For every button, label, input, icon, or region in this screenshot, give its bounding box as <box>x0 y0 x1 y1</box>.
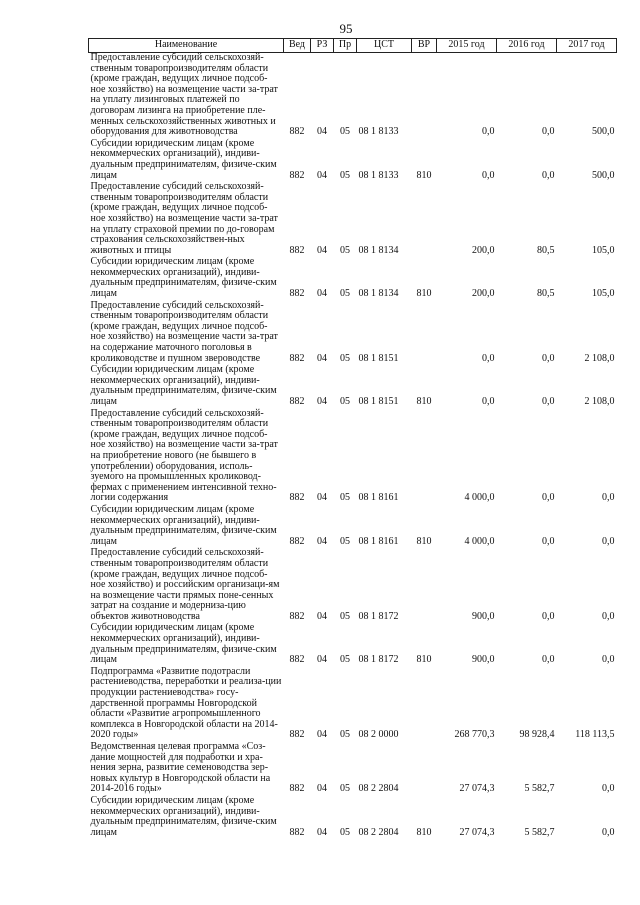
row-ved: 882 <box>289 169 305 181</box>
row-cst: 08 2 2804 <box>358 826 399 838</box>
row-2015: 0,0 <box>482 169 495 181</box>
row-name: Субсидии юридическим лицам (кроме некоммерческих организаций), индиви-дуальным предпринимателям, физиче-ским лицам <box>90 794 277 838</box>
row-ved: 882 <box>289 783 305 795</box>
row-2017: 2 108,0 <box>584 352 615 364</box>
row-pr: 05 <box>340 126 350 138</box>
row-ved: 882 <box>289 729 305 741</box>
row-name: Предоставление субсидий сельскохозяй-ственным товаропроизводителям области (кроме граждан, ведущих личное подсоб-ное хозяйство) на возмещение части за-трат на уплату лизинговых платежей по договорам лизинга на приобретение пле-менных сельскохозяйственных животных и оборудования для животноводства <box>90 52 278 138</box>
table-header <box>89 39 617 53</box>
row-pr: 05 <box>340 610 350 622</box>
row-rz: 04 <box>317 535 327 547</box>
row-name: Предоставление субсидий сельскохозяй-ственным товаропроизводителям области (кроме граждан, ведущих личное подсоб-ное хозяйство) на возмещение части за-трат на уплату страховой премии по до-говорам страхования сельскохозяйствен-ных животных и птицы <box>90 181 278 256</box>
row-2016: 5 582,7 <box>524 826 555 838</box>
row-ved: 882 <box>289 610 305 622</box>
row-2017: 500,0 <box>592 169 615 181</box>
row-name: Субсидии юридическим лицам (кроме некоммерческих организаций), индиви-дуальным предпринимателям, физиче-ским лицам <box>90 622 277 666</box>
row-2015: 268 770,3 <box>454 729 495 741</box>
row-2017: 0,0 <box>602 610 615 622</box>
row-cst: 08 1 8161 <box>358 535 399 547</box>
row-pr: 05 <box>340 826 350 838</box>
row-rz: 04 <box>317 826 327 838</box>
row-2015: 27 074,3 <box>459 826 495 838</box>
row-2016: 0,0 <box>542 654 555 666</box>
header-2016: 2016 год <box>497 39 557 53</box>
row-2015: 0,0 <box>482 352 495 364</box>
row-vr <box>412 742 437 796</box>
budget-table <box>88 38 617 839</box>
row-vr <box>412 53 437 139</box>
row-cst: 08 1 8133 <box>358 126 399 138</box>
row-2017: 105,0 <box>592 244 615 256</box>
row-vr: 810 <box>416 396 432 407</box>
row-vr: 810 <box>416 288 432 300</box>
row-pr: 05 <box>340 654 350 666</box>
header-ved: Вед <box>284 39 311 53</box>
header-pr: Пр <box>334 39 357 53</box>
row-vr: 810 <box>416 169 432 181</box>
row-pr: 05 <box>340 783 350 795</box>
row-cst: 08 1 8151 <box>358 396 399 407</box>
row-pr: 05 <box>340 535 350 547</box>
table-row <box>89 53 617 139</box>
row-cst: 08 2 2804 <box>358 783 399 795</box>
row-2017: 0,0 <box>602 535 615 547</box>
row-cst: 08 1 8172 <box>358 610 399 622</box>
header-2015: 2015 год <box>437 39 497 53</box>
row-2015: 4 000,0 <box>464 535 495 547</box>
row-2017: 2 108,0 <box>584 396 615 407</box>
row-pr: 05 <box>340 244 350 256</box>
row-cst: 08 1 8161 <box>358 492 399 504</box>
row-rz: 04 <box>317 396 327 407</box>
table-row <box>89 505 617 548</box>
row-pr: 05 <box>340 492 350 504</box>
row-rz: 04 <box>317 244 327 256</box>
row-2016: 0,0 <box>542 169 555 181</box>
row-vr <box>412 548 437 623</box>
row-ved: 882 <box>289 535 305 547</box>
row-rz: 04 <box>317 654 327 666</box>
row-2016: 5 582,7 <box>524 783 555 795</box>
row-ved: 882 <box>289 244 305 256</box>
row-2017: 500,0 <box>592 126 615 138</box>
row-name: Субсидии юридическим лицам (кроме некоммерческих организаций), индиви-дуальным предпринимателям, физиче-ским лицам <box>90 364 277 407</box>
row-2017: 0,0 <box>602 783 615 795</box>
row-cst: 08 1 8133 <box>358 169 399 181</box>
row-2015: 200,0 <box>472 244 495 256</box>
table-row <box>89 365 617 408</box>
row-name: Ведомственная целевая программа «Соз-дание мощностей для подработки и хра-нения зерна, развитие семеноводства зер-новых культур в Новгородской области на 2014-2016 годы» <box>90 741 271 795</box>
row-ved: 882 <box>289 654 305 666</box>
row-2015: 0,0 <box>482 396 495 407</box>
header-name: Наименование <box>89 39 284 53</box>
table-row <box>89 409 617 505</box>
row-2015: 27 074,3 <box>459 783 495 795</box>
header-vr: ВР <box>412 39 437 53</box>
row-vr: 810 <box>416 535 432 547</box>
row-2015: 200,0 <box>472 288 495 300</box>
row-cst: 08 1 8172 <box>358 654 399 666</box>
row-rz: 04 <box>317 729 327 741</box>
table-row <box>89 623 617 666</box>
row-2016: 0,0 <box>542 535 555 547</box>
header-2017: 2017 год <box>557 39 617 53</box>
row-pr: 05 <box>340 169 350 181</box>
row-2017: 0,0 <box>602 492 615 504</box>
table-body <box>89 53 617 840</box>
row-name: Подпрограмма «Развитие подотрасли растениеводства, переработки и реализа-ции продукции растениеводства» госу-дарственной программы Новгородской области «Развитие агропромышленного комплекса в Новгородской области на 2014-2020 годы» <box>90 665 282 741</box>
row-pr: 05 <box>340 396 350 407</box>
row-2015: 900,0 <box>472 610 495 622</box>
row-rz: 04 <box>317 288 327 300</box>
row-ved: 882 <box>289 492 305 504</box>
row-name: Предоставление субсидий сельскохозяй-ственным товаропроизводителям области (кроме граждан, ведущих личное подсоб-ное хозяйство) и российским организаци-ям на возмещение части прямых поне-сенных затрат на создание и модерниза-цию объектов животноводства <box>90 547 280 622</box>
row-name: Субсидии юридическим лицам (кроме некоммерческих организаций), индиви-дуальным предпринимателям, физиче-ским лицам <box>90 137 277 181</box>
row-pr: 05 <box>340 352 350 364</box>
row-cst: 08 1 8134 <box>358 244 399 256</box>
row-2016: 80,5 <box>537 288 555 300</box>
row-vr <box>412 182 437 257</box>
row-2017: 0,0 <box>602 654 615 666</box>
table-row <box>89 796 617 839</box>
row-vr: 810 <box>416 826 432 838</box>
row-2016: 0,0 <box>542 396 555 407</box>
row-vr <box>412 667 437 742</box>
row-2016: 98 928,4 <box>519 729 555 741</box>
row-name: Предоставление субсидий сельскохозяй-ственным товаропроизводителям области (кроме граждан, ведущих личное подсоб-ное хозяйство) на возмещение части за-трат на содержание маточного поголовья в кролиководстве и пушном звероводстве <box>90 299 278 364</box>
row-ved: 882 <box>289 126 305 138</box>
row-2016: 0,0 <box>542 492 555 504</box>
row-ved: 882 <box>289 352 305 364</box>
row-pr: 05 <box>340 729 350 741</box>
row-rz: 04 <box>317 783 327 795</box>
row-2016: 80,5 <box>537 244 555 256</box>
row-pr: 05 <box>340 288 350 300</box>
row-2017: 105,0 <box>592 288 615 300</box>
row-rz: 04 <box>317 492 327 504</box>
row-vr <box>412 409 437 505</box>
row-name: Предоставление субсидий сельскохозяй-ственным товаропроизводителям области (кроме граждан, ведущих личное подсоб-ное хозяйство) на возмещение части за-трат на приобретение нового (не бывшего в употреблении) оборудования, исполь-зуемого на промышленных кроликовод-фермах с применением интенсивной техно-логии содержания <box>90 407 278 504</box>
header-rz: РЗ <box>311 39 334 53</box>
row-rz: 04 <box>317 352 327 364</box>
row-ved: 882 <box>289 396 305 407</box>
table-row <box>89 182 617 257</box>
row-2017: 118 113,5 <box>575 729 615 741</box>
row-name: Субсидии юридическим лицам (кроме некоммерческих организаций), индиви-дуальным предпринимателям, физиче-ским лицам <box>90 503 277 547</box>
row-ved: 882 <box>289 288 305 300</box>
table-row <box>89 257 617 300</box>
row-vr: 810 <box>416 654 432 666</box>
row-rz: 04 <box>317 169 327 181</box>
table-row <box>89 139 617 182</box>
table-row <box>89 742 617 796</box>
row-rz: 04 <box>317 610 327 622</box>
row-2015: 0,0 <box>482 126 495 138</box>
row-2016: 0,0 <box>542 352 555 364</box>
row-2016: 0,0 <box>542 126 555 138</box>
row-rz: 04 <box>317 126 327 138</box>
row-ved: 882 <box>289 826 305 838</box>
row-2016: 0,0 <box>542 610 555 622</box>
row-cst: 08 2 0000 <box>358 729 399 741</box>
row-2015: 4 000,0 <box>464 492 495 504</box>
page-number: 95 <box>339 21 353 36</box>
table-row <box>89 548 617 623</box>
row-2017: 0,0 <box>602 826 615 838</box>
table-row <box>89 667 617 742</box>
row-2015: 900,0 <box>472 654 495 666</box>
header-cst: ЦСТ <box>357 39 412 53</box>
table-row <box>89 301 617 366</box>
row-name: Субсидии юридическим лицам (кроме некоммерческих организаций), индиви-дуальным предпринимателям, физиче-ским лицам <box>90 256 277 300</box>
row-cst: 08 1 8134 <box>358 288 399 300</box>
row-vr <box>412 301 437 366</box>
row-cst: 08 1 8151 <box>358 352 399 364</box>
